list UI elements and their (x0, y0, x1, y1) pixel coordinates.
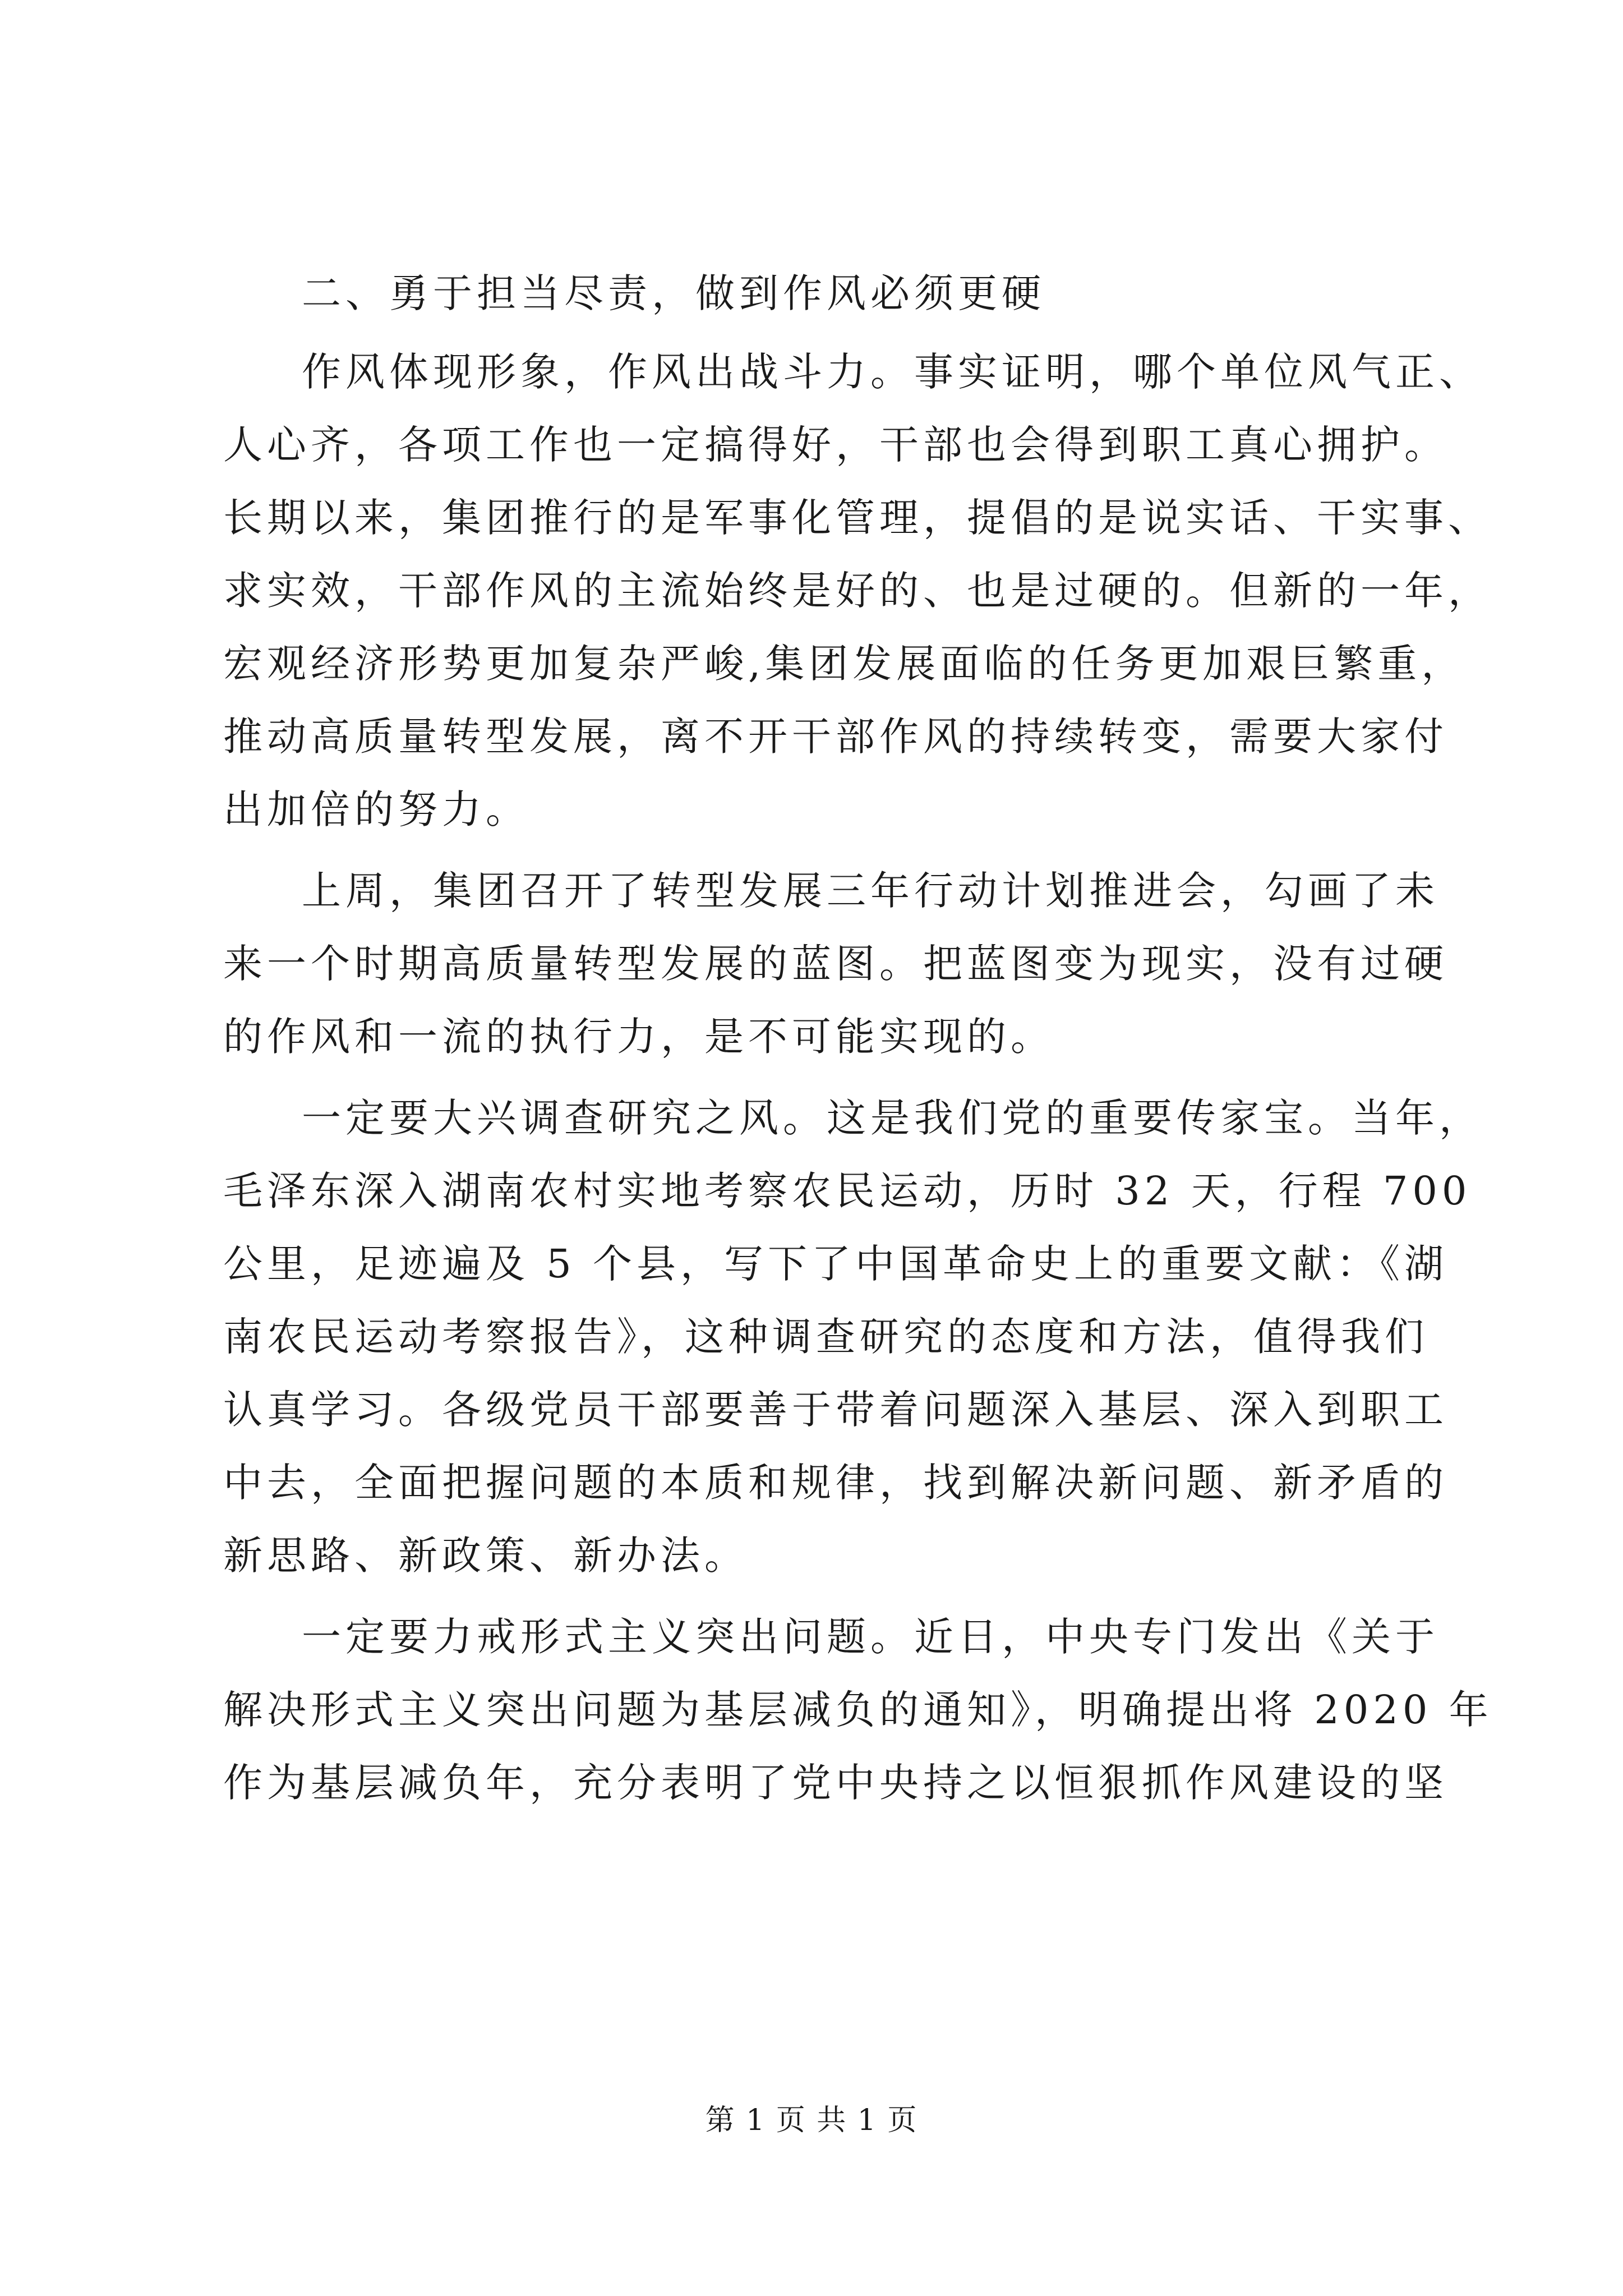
paragraph-line: 长期以来，集团推行的是军事化管理，提倡的是说实话、干实事、 (223, 495, 1492, 541)
paragraph-line: 出加倍的努力。 (223, 786, 529, 832)
paragraph-line: 宏观经济形势更加复杂严峻,集团发展面临的任务更加艰巨繁重， (223, 641, 1465, 687)
paragraph-line: 南农民运动考察报告》，这种调查研究的态度和方法，值得我们 (223, 1314, 1428, 1360)
paragraph-line: 上周，集团召开了转型发展三年行动计划推进会，勾画了未 (302, 868, 1439, 914)
paragraph-line: 一定要力戒形式主义突出问题。近日，中央专门发出《关于 (302, 1614, 1439, 1660)
paragraph-line: 推动高质量转型发展，离不开干部作风的持续转变，需要大家付 (223, 714, 1448, 760)
paragraph-line: 中去，全面把握问题的本质和规律，找到解决新问题、新矛盾的 (223, 1460, 1448, 1506)
paragraph-line: 人心齐，各项工作也一定搞得好，干部也会得到职工真心拥护。 (223, 422, 1448, 468)
paragraph-line: 毛泽东深入湖南农村实地考察农民运动，历时 32 天，行程 700 (223, 1168, 1472, 1214)
section-heading: 二、勇于担当尽责，做到作风必须更硬 (302, 270, 1045, 316)
paragraph-line: 作风体现形象，作风出战斗力。事实证明，哪个单位风气正、 (302, 349, 1483, 395)
paragraph-line: 来一个时期高质量转型发展的蓝图。把蓝图变为现实，没有过硬 (223, 941, 1448, 987)
page-number-footer: 第 1 页 共 1 页 (705, 2104, 918, 2137)
paragraph-line: 认真学习。各级党员干部要善于带着问题深入基层、深入到职工 (223, 1387, 1448, 1433)
paragraph-line: 一定要大兴调查研究之风。这是我们党的重要传家宝。当年， (302, 1095, 1483, 1141)
paragraph-line: 解决形式主义突出问题为基层减负的通知》，明确提出将 2020 年 (223, 1687, 1493, 1733)
paragraph-line: 新思路、新政策、新办法。 (223, 1533, 748, 1579)
paragraph-line: 作为基层减负年，充分表明了党中央持之以恒狠抓作风建设的坚 (223, 1760, 1448, 1806)
paragraph-line: 求实效，干部作风的主流始终是好的、也是过硬的。但新的一年， (223, 568, 1492, 614)
paragraph-line: 公里，足迹遍及 5 个县，写下了中国革命史上的重要文献：《湖 (223, 1241, 1449, 1287)
paragraph-line: 的作风和一流的执行力，是不可能实现的。 (223, 1014, 1054, 1060)
